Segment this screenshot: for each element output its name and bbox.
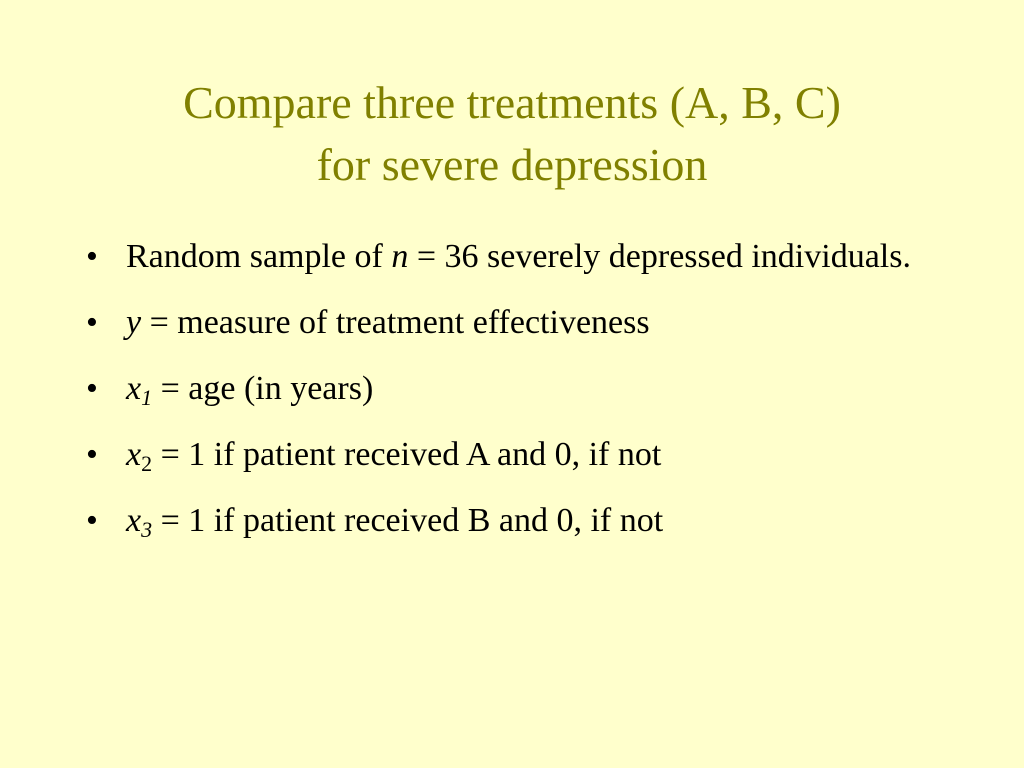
bullet-icon: • — [86, 502, 98, 539]
bullet-icon: • — [86, 370, 98, 407]
slide-title — [40, 72, 984, 196]
bullet-item-y — [86, 298, 966, 347]
variable-subscript: 1 — [141, 385, 153, 410]
bullet-list — [86, 232, 966, 562]
bullet-item-x1 — [86, 364, 966, 413]
variable-subscript: 3 — [141, 517, 153, 542]
bullet-text-pre: Random sample of — [126, 238, 392, 275]
bullet-item-sample — [86, 232, 966, 281]
bullet-icon: • — [86, 238, 98, 275]
bullet-item-x2 — [86, 430, 966, 479]
variable-subscript: 2 — [141, 451, 153, 476]
bullet-icon: • — [86, 304, 98, 341]
bullet-item-x3 — [86, 496, 966, 545]
bullet-text-post: = 36 severely depressed individuals. — [408, 238, 911, 275]
variable-n: n — [391, 238, 409, 275]
variable-y: y — [126, 304, 142, 341]
bullet-text-post: = age (in years) — [152, 370, 374, 407]
slide-title-line-1: Compare three treatments (A, B, C) — [183, 77, 841, 128]
bullet-text-post: = measure of treatment effectiveness — [141, 304, 650, 341]
variable-x: x — [126, 370, 142, 407]
bullet-icon: • — [86, 436, 98, 473]
bullet-text-post: = 1 if patient received B and 0, if not — [152, 502, 664, 539]
slide-title-line-2: for severe depression — [316, 139, 708, 190]
variable-x: x — [126, 436, 142, 473]
bullet-text-post: = 1 if patient received A and 0, if not — [152, 436, 662, 473]
variable-x: x — [126, 502, 142, 539]
